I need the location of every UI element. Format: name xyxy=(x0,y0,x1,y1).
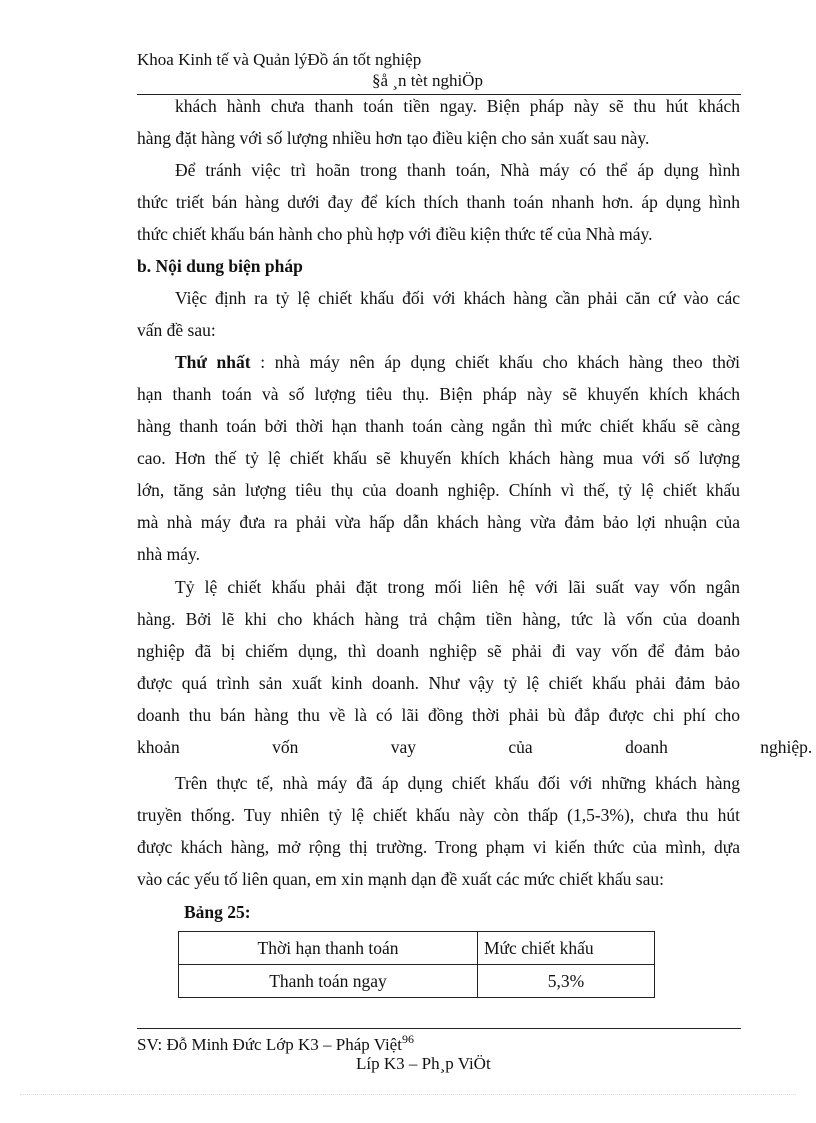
text-line: lớn, tăng sản lượng tiêu thụ của doanh nghiệp. Chính vì thế, tỷ lệ chiết khấu xyxy=(137,480,740,500)
page-edge-divider xyxy=(20,1094,796,1095)
text-line: được quá trình sản xuất kinh doanh. Như vậy tỷ lệ chiết khấu phải đảm bảo xyxy=(137,673,740,693)
text-line: vào các yếu tố liên quan, em xin mạnh dạn đề xuất các mức chiết khấu sau: xyxy=(137,869,664,889)
text-line: Để tránh việc trì hoãn trong thanh toán, Nhà máy có thể áp dụng hình xyxy=(175,160,740,180)
text-line: hàng thanh toán bởi thời hạn thanh toán càng ngắn thì mức chiết khấu sẽ càng xyxy=(137,416,740,436)
text-line: nhà máy. xyxy=(137,544,201,564)
table-header-row xyxy=(179,932,655,965)
page-number: 96 xyxy=(401,1032,414,1046)
paragraph-3 xyxy=(137,282,740,346)
paragraph-2 xyxy=(137,154,740,250)
text-line: thức chiết khấu bán hành cho phù hợp với điều kiện thức tế của Nhà máy. xyxy=(137,224,653,244)
paragraph-5 xyxy=(137,571,813,763)
footer-rule xyxy=(137,1028,741,1029)
text-line: khách hành chưa thanh toán tiền ngay. Biện pháp này sẽ thu hút khách xyxy=(175,96,740,116)
table-header-cell: Thời hạn thanh toán xyxy=(179,932,478,965)
text-line: doanh thu bán hàng thu về là có lãi đồng thời phải bù đắp được chi phí cho xyxy=(137,705,740,725)
text-span: : nhà máy nên áp dụng chiết khấu cho khách hàng theo thời xyxy=(250,352,741,372)
paragraph-1 xyxy=(137,90,740,154)
text-line: hàng. Bởi lẽ khi cho khách hàng trả chậm tiền hàng, tức là vốn của doanh xyxy=(137,609,740,629)
text-line xyxy=(137,346,740,378)
text-line: truyền thống. Tuy nhiên tỷ lệ chiết khấu này còn thấp (1,5-3%), chưa thu hút xyxy=(137,805,740,825)
text-line: cao. Hơn thế tỷ lệ chiết khấu sẽ khuyến khích khách hàng mua với số lượng xyxy=(137,448,740,468)
table-cell: Thanh toán ngay xyxy=(179,965,478,998)
text-line: vấn đề sau: xyxy=(137,320,216,340)
header-project-title: §å ¸n tèt nghiÖp xyxy=(372,71,483,90)
footer-student xyxy=(137,1032,414,1055)
bold-lead: Thứ nhất xyxy=(175,352,251,372)
table-header-cell: Mức chiết khấu xyxy=(478,932,655,965)
discount-table xyxy=(178,931,655,998)
text-line: nghiệp đã bị chiếm dụng, thì doanh nghiệp sẽ phải đi vay vốn để đảm bảo xyxy=(137,641,740,661)
footer-student-text: SV: Đỗ Minh Đức Lớp K3 – Pháp Việt xyxy=(137,1035,402,1054)
heading-text: b. Nội dung biện pháp xyxy=(137,256,303,276)
text-line: hạn thanh toán và số lượng tiêu thụ. Biện pháp này sẽ khuyến khích khách xyxy=(137,384,740,404)
paragraph-4 xyxy=(137,346,740,570)
table-caption: Bảng 25: xyxy=(184,902,251,922)
table-row xyxy=(179,965,655,998)
text-line: được khách hàng, mở rộng thị trường. Trong phạm vi kiến thức của mình, dựa xyxy=(137,837,740,857)
paragraph-6 xyxy=(137,767,740,895)
text-line: Việc định ra tỷ lệ chiết khấu đối với khách hàng cần phải căn cứ vào các xyxy=(175,288,740,308)
text-line: thức triết bán hàng dưới đay để kích thích thanh toán nhanh hơn. áp dụng hình xyxy=(137,192,740,212)
text-line: mà nhà máy đưa ra phải vừa hấp dẫn khách hàng vừa đảm bảo lợi nhuận của xyxy=(137,512,740,532)
text-line: khoản vốn vay của doanh nghiệp. xyxy=(137,737,813,757)
footer-class: Líp K3 – Ph¸p ViÖt xyxy=(356,1054,491,1073)
text-line: Trên thực tế, nhà máy đã áp dụng chiết khấu đối với những khách hàng xyxy=(175,773,740,793)
header-faculty-title: Khoa Kinh tế và Quản lýĐồ án tốt nghiệp xyxy=(137,50,422,69)
section-heading xyxy=(137,250,740,282)
text-line: Tỷ lệ chiết khấu phải đặt trong mối liên hệ với lãi suất vay vốn ngân xyxy=(175,577,740,597)
table-cell: 5,3% xyxy=(478,965,655,998)
text-line: hàng đặt hàng với số lượng nhiều hơn tạo điều kiện cho sản xuất sau này. xyxy=(137,128,650,148)
